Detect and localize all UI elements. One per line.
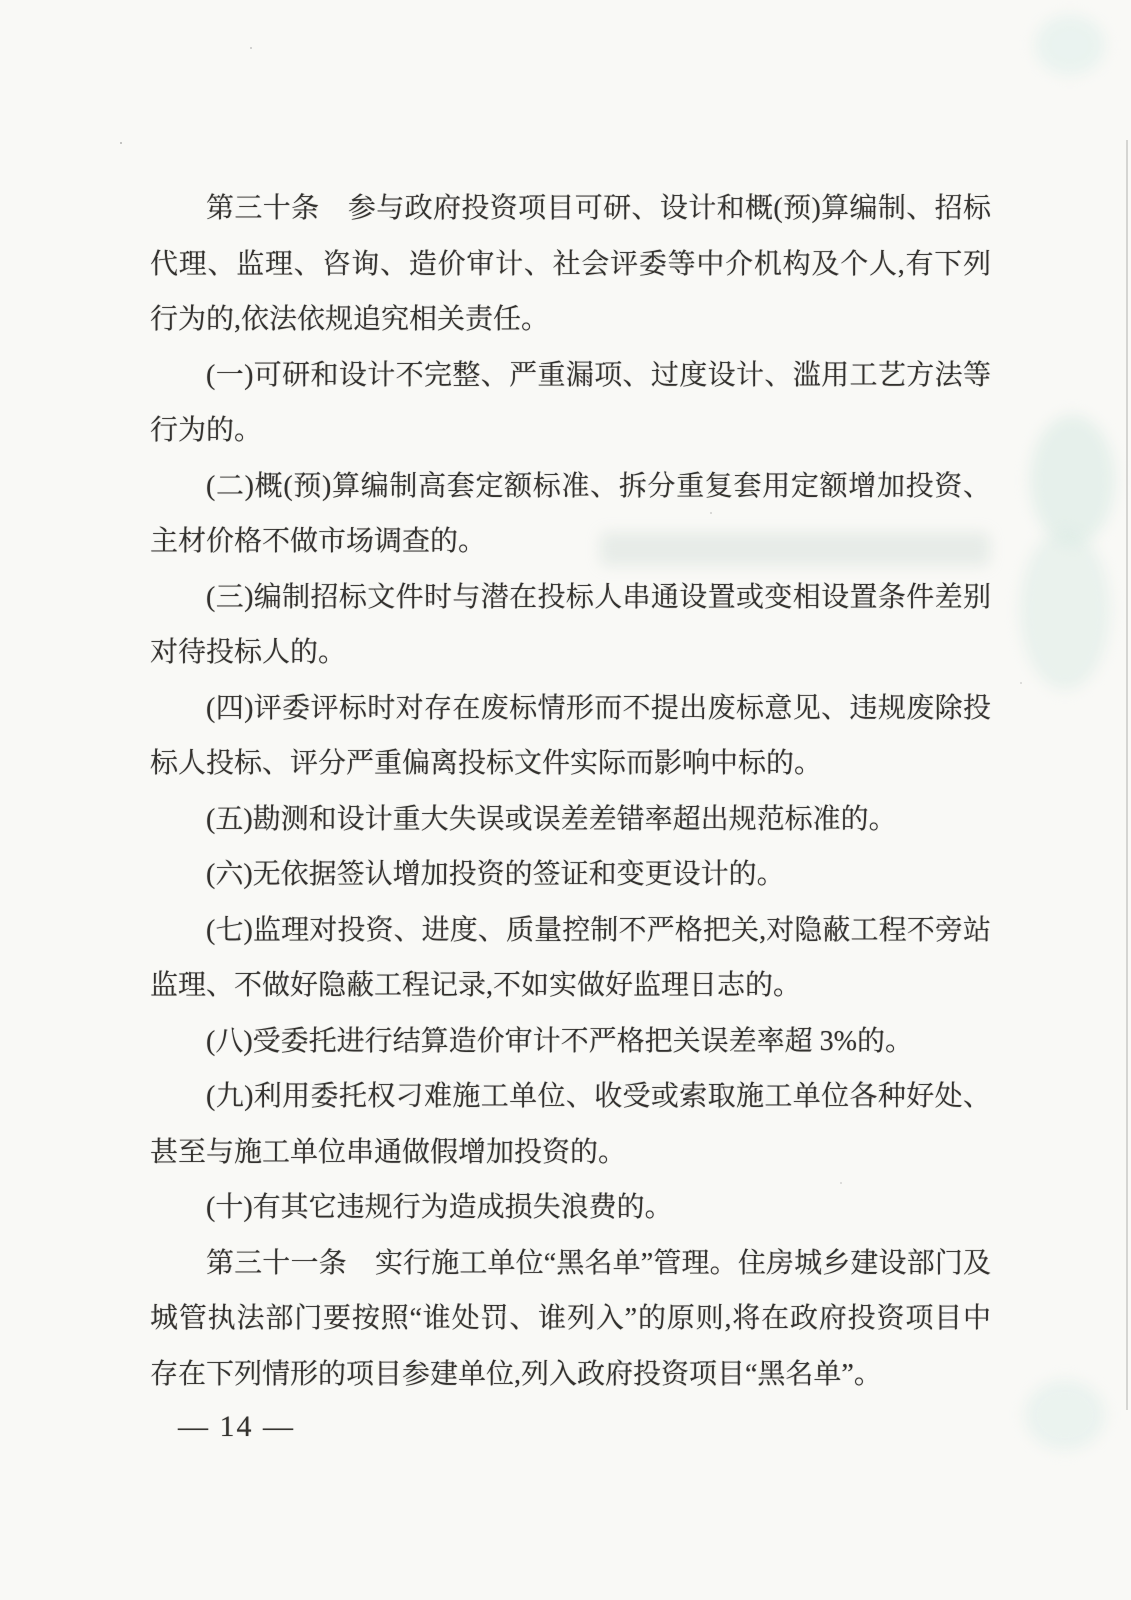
page-number: — 14 —	[178, 1410, 295, 1443]
article-31-intro-text: 实行施工单位“黑名单”管理。住房城乡建设部门及城管执法部门要按照“谁处罚、谁列入”的原则,将在政府投资项目中存在下列情形的项目参建单位,列入政府投资项目“黑名单”。	[150, 1247, 991, 1390]
article-30-item-3: (三)编制招标文件时与潜在投标人串通设置或变相设置条件差别对待投标人的。	[150, 581, 991, 668]
article-30-item-10: (十)有其它违规行为造成损失浪费的。	[206, 1192, 673, 1223]
article-30-paragraph	[150, 181, 991, 348]
scan-noise-dots	[120, 142, 122, 144]
article-30-item-4: (四)评委评标时对存在废标情形而不提出废标意见、违规废除投标人投标、评分严重偏离投标文件实际而影响中标的。	[150, 692, 991, 779]
document-body	[150, 181, 991, 1402]
article-30-item-2: (二)概(预)算编制高套定额标准、拆分重复套用定额增加投资、主材价格不做市场调查的。	[150, 470, 991, 557]
article-30-item-5: (五)勘测和设计重大失误或误差差错率超出规范标准的。	[206, 803, 897, 835]
article-30-item-8: (八)受委托进行结算造价审计不严格把关误差率超 3%的。	[206, 1025, 913, 1057]
scan-bleedthrough-smudge	[1035, 15, 1105, 75]
article-30-item-9: (九)利用委托权刁难施工单位、收受或索取施工单位各种好处、甚至与施工单位串通做假增加投资的。	[150, 1081, 991, 1168]
article-31-paragraph	[150, 1236, 991, 1403]
article-30-intro-text: 参与政府投资项目可研、设计和概(预)算编制、招标代理、监理、咨询、造价审计、社会评委等中介机构及个人,有下列行为的,依法依规追究相关责任。	[150, 193, 991, 335]
article-30-item-7: (七)监理对投资、进度、质量控制不严格把关,对隐蔽工程不旁站监理、不做好隐蔽工程记录,不如实做好监理日志的。	[150, 914, 991, 1001]
article-31-number: 第三十一条	[206, 1247, 347, 1279]
scan-bleedthrough-smudge	[1025, 1380, 1105, 1450]
article-30-number: 第三十条	[206, 193, 320, 224]
article-30-item-6: (六)无依据签认增加投资的签证和变更设计的。	[206, 859, 785, 890]
page-edge-shadow	[1126, 140, 1128, 1410]
scan-bleedthrough-smudge	[1020, 530, 1110, 690]
article-30-item-1: (一)可研和设计不完整、严重漏项、过度设计、滥用工艺方法等行为的。	[150, 359, 991, 446]
scan-bleedthrough-smudge	[1030, 415, 1115, 545]
